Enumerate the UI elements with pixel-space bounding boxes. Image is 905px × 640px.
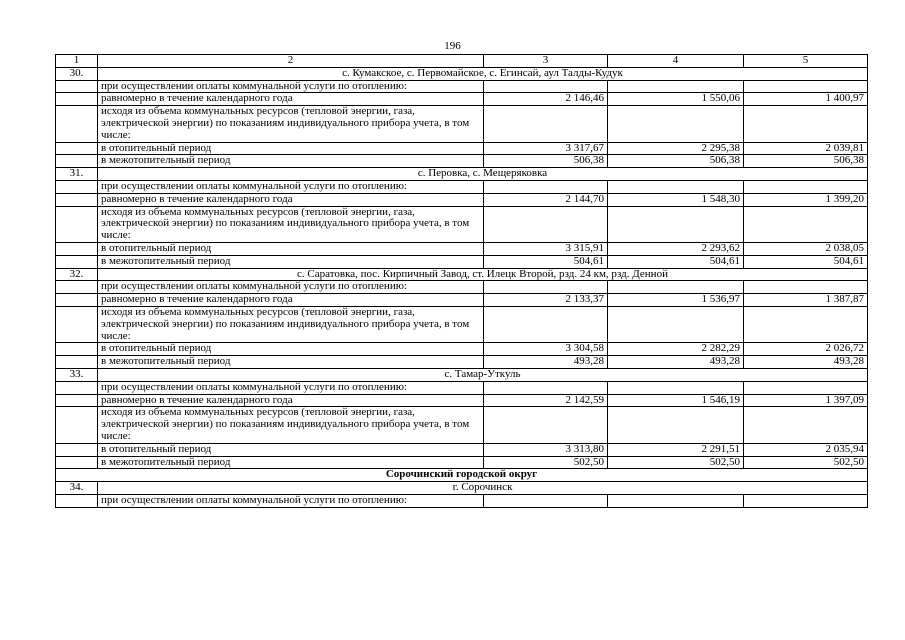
row-label: в отопительный период xyxy=(98,343,484,356)
tariff-value: 504,61 xyxy=(744,255,868,268)
row-label: в межотопительный период xyxy=(98,456,484,469)
tariff-value xyxy=(744,80,868,93)
row-number-empty xyxy=(56,180,98,193)
tariff-value: 1 550,06 xyxy=(608,93,744,106)
tariff-value: 502,50 xyxy=(608,456,744,469)
row-number-empty xyxy=(56,494,98,507)
row-number-empty xyxy=(56,381,98,394)
tariff-value xyxy=(484,306,608,342)
tariff-value: 2 142,59 xyxy=(484,394,608,407)
tariff-value: 3 315,91 xyxy=(484,242,608,255)
tariff-value: 1 536,97 xyxy=(608,294,744,307)
tariff-value xyxy=(744,281,868,294)
tariff-value: 493,28 xyxy=(608,356,744,369)
tariff-value xyxy=(484,206,608,242)
row-number-empty xyxy=(56,93,98,106)
row-number: 34. xyxy=(56,482,98,495)
tariff-table xyxy=(55,54,868,508)
tariff-value xyxy=(608,206,744,242)
table-row xyxy=(56,306,868,342)
table-row xyxy=(56,80,868,93)
tariff-value xyxy=(608,494,744,507)
table-row xyxy=(56,281,868,294)
tariff-value: 3 313,80 xyxy=(484,443,608,456)
row-label: в отопительный период xyxy=(98,142,484,155)
tariff-value: 2 133,37 xyxy=(484,294,608,307)
table-row xyxy=(56,193,868,206)
row-label: равномерно в течение календарного года xyxy=(98,294,484,307)
table-row xyxy=(56,206,868,242)
row-number-empty xyxy=(56,443,98,456)
row-number-empty xyxy=(56,255,98,268)
table-row xyxy=(56,294,868,307)
tariff-value xyxy=(484,106,608,142)
table-row xyxy=(56,242,868,255)
tariff-value: 2 293,62 xyxy=(608,242,744,255)
row-number-empty xyxy=(56,294,98,307)
settlement-row xyxy=(56,268,868,281)
row-number-empty xyxy=(56,281,98,294)
tariff-value xyxy=(744,407,868,443)
table-row xyxy=(56,142,868,155)
row-label: исходя из объема коммунальных ресурсов (тепловой энергии, газа, электрической энергии) по показаниям индивидуального прибора учета, в том числе: xyxy=(98,407,484,443)
tariff-value: 2 035,94 xyxy=(744,443,868,456)
tariff-value: 2 291,51 xyxy=(608,443,744,456)
page-number: 196 xyxy=(444,40,461,52)
row-label: при осуществлении оплаты коммунальной услуги по отоплению: xyxy=(98,381,484,394)
table-row xyxy=(56,180,868,193)
row-number-empty xyxy=(56,356,98,369)
tariff-value: 506,38 xyxy=(608,155,744,168)
row-label: в межотопительный период xyxy=(98,255,484,268)
tariff-value: 1 546,19 xyxy=(608,394,744,407)
row-label: в отопительный период xyxy=(98,443,484,456)
tariff-value xyxy=(744,180,868,193)
table-row xyxy=(56,456,868,469)
settlement-row xyxy=(56,482,868,495)
tariff-value: 504,61 xyxy=(608,255,744,268)
table-row xyxy=(56,343,868,356)
tariff-value: 2 144,70 xyxy=(484,193,608,206)
row-number-empty xyxy=(56,456,98,469)
tariff-value xyxy=(608,306,744,342)
tariff-value xyxy=(608,407,744,443)
settlement-name: г. Сорочинск xyxy=(98,482,868,495)
row-number: 30. xyxy=(56,67,98,80)
tariff-value: 2 038,05 xyxy=(744,242,868,255)
settlement-name: с. Тамар-Уткуль xyxy=(98,368,868,381)
tariff-value: 493,28 xyxy=(744,356,868,369)
tariff-value: 504,61 xyxy=(484,255,608,268)
tariff-value: 3 317,67 xyxy=(484,142,608,155)
row-label: равномерно в течение календарного года xyxy=(98,193,484,206)
table-row xyxy=(56,155,868,168)
settlement-row xyxy=(56,368,868,381)
row-label: равномерно в течение календарного года xyxy=(98,93,484,106)
tariff-value: 3 304,58 xyxy=(484,343,608,356)
row-label: равномерно в течение календарного года xyxy=(98,394,484,407)
row-number-empty xyxy=(56,155,98,168)
tariff-value xyxy=(484,80,608,93)
tariff-value: 1 387,87 xyxy=(744,294,868,307)
row-label: при осуществлении оплаты коммунальной услуги по отоплению: xyxy=(98,281,484,294)
tariff-value xyxy=(608,281,744,294)
tariff-value xyxy=(484,494,608,507)
table-row xyxy=(56,106,868,142)
table-row xyxy=(56,93,868,106)
column-header: 1 xyxy=(56,55,98,68)
district-row xyxy=(56,469,868,482)
tariff-value: 1 400,97 xyxy=(744,93,868,106)
table-row xyxy=(56,356,868,369)
row-number: 32. xyxy=(56,268,98,281)
tariff-value: 493,28 xyxy=(484,356,608,369)
tariff-value: 2 282,29 xyxy=(608,343,744,356)
tariff-value xyxy=(744,381,868,394)
settlement-row xyxy=(56,168,868,181)
row-number: 31. xyxy=(56,168,98,181)
tariff-value xyxy=(608,381,744,394)
settlement-name: с. Саратовка, пос. Кирпичный Завод, ст. Илецк Второй, рзд. 24 км, рзд. Денной xyxy=(98,268,868,281)
tariff-value xyxy=(484,180,608,193)
tariff-value: 2 026,72 xyxy=(744,343,868,356)
row-label: в отопительный период xyxy=(98,242,484,255)
column-header: 4 xyxy=(608,55,744,68)
row-label: при осуществлении оплаты коммунальной услуги по отоплению: xyxy=(98,80,484,93)
settlement-row xyxy=(56,67,868,80)
tariff-value xyxy=(484,407,608,443)
tariff-value: 502,50 xyxy=(744,456,868,469)
row-number-empty xyxy=(56,206,98,242)
tariff-value xyxy=(484,281,608,294)
tariff-value: 502,50 xyxy=(484,456,608,469)
tariff-value xyxy=(484,381,608,394)
tariff-value xyxy=(608,180,744,193)
row-label: исходя из объема коммунальных ресурсов (тепловой энергии, газа, электрической энергии) по показаниям индивидуального прибора учета, в том числе: xyxy=(98,206,484,242)
row-number-empty xyxy=(56,407,98,443)
tariff-value: 2 039,81 xyxy=(744,142,868,155)
row-number-empty xyxy=(56,394,98,407)
row-label: при осуществлении оплаты коммунальной услуги по отоплению: xyxy=(98,494,484,507)
tariff-value: 1 548,30 xyxy=(608,193,744,206)
tariff-value: 2 146,46 xyxy=(484,93,608,106)
column-header: 2 xyxy=(98,55,484,68)
table-row xyxy=(56,394,868,407)
table-row xyxy=(56,381,868,394)
row-number-empty xyxy=(56,80,98,93)
tariff-value: 1 397,09 xyxy=(744,394,868,407)
settlement-name: с. Перовка, с. Мещеряковка xyxy=(98,168,868,181)
table-row xyxy=(56,255,868,268)
row-label: в межотопительный период xyxy=(98,155,484,168)
table-row xyxy=(56,494,868,507)
tariff-value: 1 399,20 xyxy=(744,193,868,206)
tariff-value xyxy=(744,106,868,142)
tariff-value xyxy=(744,206,868,242)
row-label: исходя из объема коммунальных ресурсов (тепловой энергии, газа, электрической энергии) по показаниям индивидуального прибора учета, в том числе: xyxy=(98,306,484,342)
row-label: при осуществлении оплаты коммунальной услуги по отоплению: xyxy=(98,180,484,193)
tariff-value: 506,38 xyxy=(484,155,608,168)
tariff-value xyxy=(744,306,868,342)
tariff-value xyxy=(608,80,744,93)
table-row xyxy=(56,407,868,443)
row-label: исходя из объема коммунальных ресурсов (тепловой энергии, газа, электрической энергии) по показаниям индивидуального прибора учета, в том числе: xyxy=(98,106,484,142)
tariff-value: 506,38 xyxy=(744,155,868,168)
column-header: 3 xyxy=(484,55,608,68)
table-row xyxy=(56,443,868,456)
tariff-value xyxy=(744,494,868,507)
row-number-empty xyxy=(56,142,98,155)
column-header-row xyxy=(56,55,868,68)
tariff-value xyxy=(608,106,744,142)
row-number-empty xyxy=(56,193,98,206)
district-name: Сорочинский городской округ xyxy=(56,469,868,482)
row-label: в межотопительный период xyxy=(98,356,484,369)
row-number-empty xyxy=(56,242,98,255)
settlement-name: с. Кумакское, с. Первомайское, с. Егинсай, аул Талды-Кудук xyxy=(98,67,868,80)
row-number-empty xyxy=(56,343,98,356)
row-number-empty xyxy=(56,306,98,342)
column-header: 5 xyxy=(744,55,868,68)
tariff-value: 2 295,38 xyxy=(608,142,744,155)
row-number-empty xyxy=(56,106,98,142)
row-number: 33. xyxy=(56,368,98,381)
